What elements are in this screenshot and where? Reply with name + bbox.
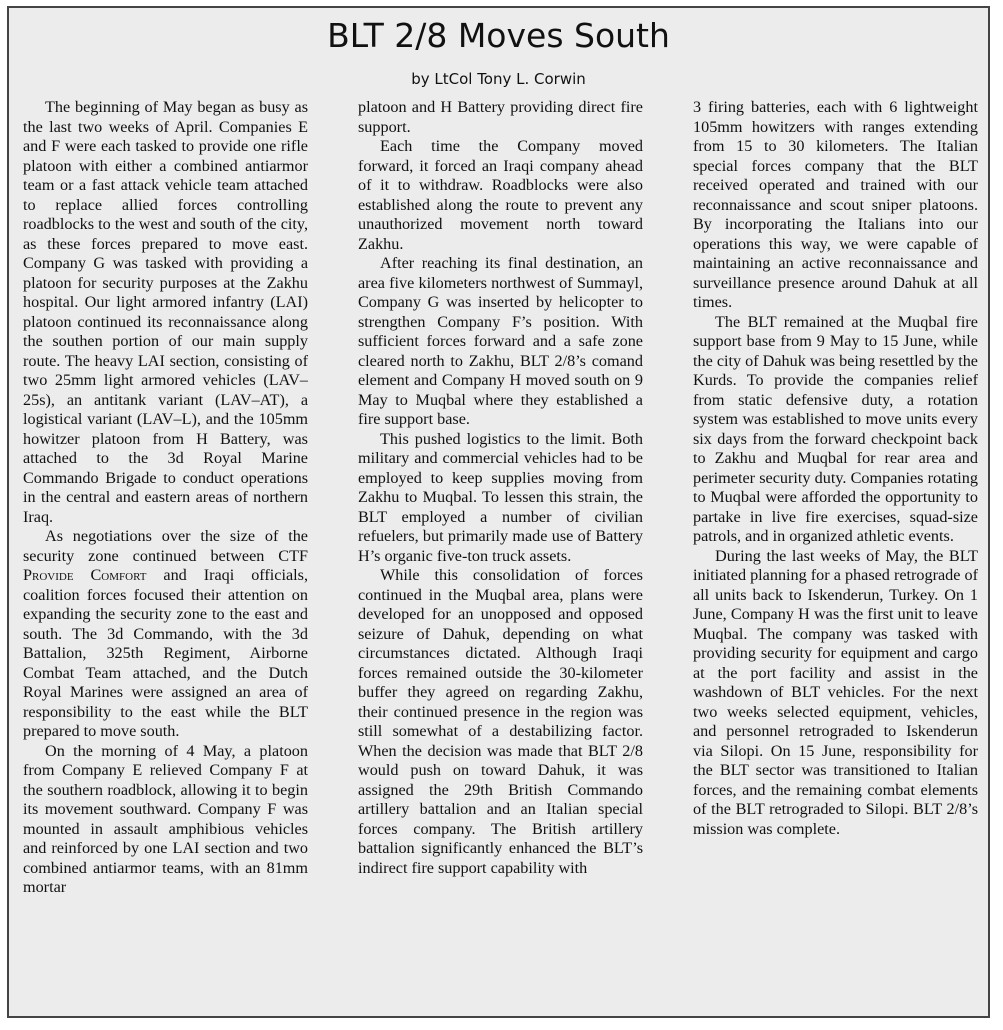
text-column-2: [358, 98, 643, 1013]
paragraph-lead: As negotiations over the size of the security zone continued between CTF: [23, 527, 308, 565]
paragraph: While this consolidation of forces continued in the Muqbal area, plans were developed for an unopposed and opposed seizure of Dahuk, depending on what circumstances dictated. Although Iraqi forces remained outside the 30-kilometer buffer they agreed on regarding Zakhu, their continued presence in the region was still somewhat of a destabilizing factor. When the decision was made that BLT 2/8 would push on toward Dahuk, it was assigned the 29th British Commando artillery battalion and an Italian special forces company. The British artillery battalion significantly enhanced the BLT’s indirect fire support capability with: [358, 566, 643, 877]
paragraph-after: and Iraqi officials,: [163, 566, 308, 584]
paragraph: On the morning of 4 May, a platoon from Company E relieved Company F at the southern roadblock, allowing it to begin its movement southward. Company F was mounted in assault amphibious vehicles and reinforced by one LAI section and two combined antiarmor teams, with an 81mm mortar: [23, 741, 308, 896]
text-column-1: [23, 98, 308, 1013]
operation-name: Provide Comfort: [23, 566, 147, 584]
paragraph-rest: coalition forces focused their attention on expanding the security zone to the east and south. The 3d Commando, with the 3d Battalion, 325th Regiment, Airborne Combat Team attached, and the Dutch Royal Marines were assigned an area of responsibility to the east while the BLT prepared to move south.: [23, 585, 308, 740]
paragraph: 3 firing batteries, each with 6 lightweight 105mm howitzers with ranges extending from 15 to 30 kilometers. The Italian special forces company that the BLT received operated and trained with our reconnaissance and scout sniper platoons. By incorporating the Italians into our operations this way, we were capable of maintaining an active reconnaissance and surveillance presence around Dahuk at all times.: [693, 98, 978, 311]
text-column-3: [693, 98, 978, 1013]
paragraph: [23, 527, 308, 742]
article-page: [7, 6, 990, 1018]
paragraph: During the last weeks of May, the BLT initiated planning for a phased retrograde of all units back to Iskenderun, Turkey. On 1 June, Company H was the first unit to leave Muqbal. The company was tasked with providing security for equipment and cargo at the port facility and assist in the washdown of BLT vehicles. For the next two weeks selected equipment, vehicles, and personnel retrograded to Iskenderun via Silopi. On 15 June, responsibility for the BLT sector was transitioned to Italian forces, and the remaining combat elements of the BLT retrograded to Silopi. BLT 2/8’s mission was complete.: [693, 546, 978, 838]
paragraph: This pushed logistics to the limit. Both military and commercial vehicles had to be employed to keep supplies moving from Zakhu to Muqbal. To lessen this strain, the BLT employed a number of civilian refuelers, but primarily made use of Battery H’s organic five-ton truck assets.: [358, 429, 643, 565]
paragraph: After reaching its final destination, an area five kilometers northwest of Summayl, Company G was inserted by helicopter to strengthen Company F’s position. With sufficient forces forward and a safe zone cleared north to Zakhu, BLT 2/8’s comand element and Company H moved south on 9 May to Muqbal where they established a fire support base.: [358, 254, 643, 428]
article-byline: by LtCol Tony L. Corwin: [411, 70, 586, 88]
paragraph: The beginning of May began as busy as the last two weeks of April. Companies E and F were each tasked to provide one rifle platoon with either a combined antiarmor team or a fast attack vehicle team attached to replace allied forces controlling roadblocks to the west and south of the city, as these forces prepared to move east. Company G was tasked with providing a platoon for security purposes at the Zakhu hospital. Our light armored infantry (LAI) platoon continued its reconnaissance along the southen portion of our main supply route. The heavy LAI section, consisting of two 25mm light armored vehicles (LAV–25s), an antitank variant (LAV–AT), a logistical variant (LAV–L), and the 105mm howitzer platoon from H Battery, was attached to the 3d Royal Marine Commando Brigade to conduct operations in the central and eastern areas of northern Iraq.: [23, 98, 308, 526]
paragraph: Each time the Company moved forward, it forced an Iraqi company ahead of it to withdraw. Roadblocks were also established along the route to prevent any unauthorized movement north toward Zakhu.: [358, 137, 643, 253]
paragraph: platoon and H Battery providing direct fire support.: [358, 98, 643, 136]
paragraph: The BLT remained at the Muqbal fire support base from 9 May to 15 June, while the city of Dahuk was being resettled by the Kurds. To provide the companies relief from static defensive duty, a rotation system was established to move units every six days from the forward checkpoint back to Zakhu and Muqbal for rear area and perimeter security duty. Companies rotating to Muqbal were afforded the opportunity to partake in live fire exercises, squad-size patrols, and in organized athletic events.: [693, 312, 978, 545]
article-title: BLT 2/8 Moves South: [327, 16, 670, 55]
